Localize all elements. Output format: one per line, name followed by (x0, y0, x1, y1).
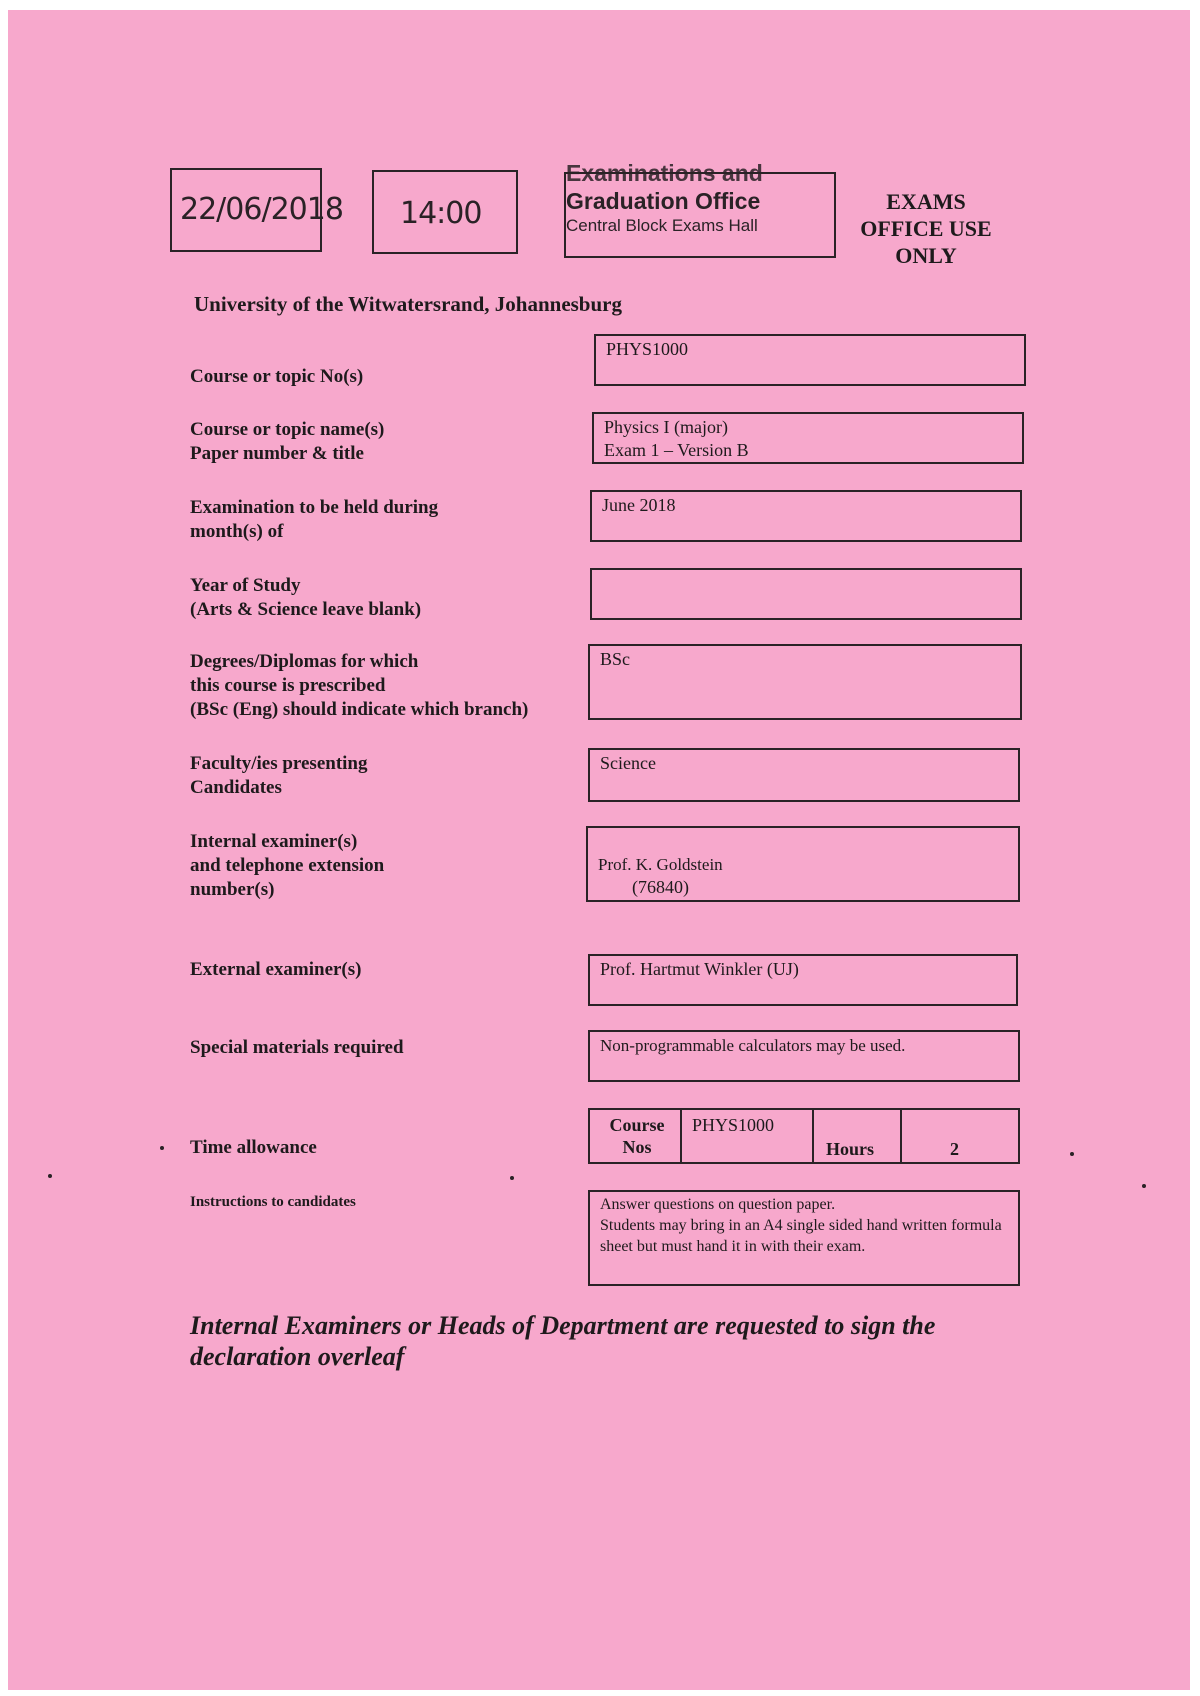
exam-cover-sheet (8, 10, 1190, 1690)
special-materials-label: Special materials required (190, 1037, 404, 1058)
university-heading: University of the Witwatersrand, Johannesburg (194, 292, 622, 316)
scan-speck (510, 1176, 514, 1180)
course-nos-value: PHYS1000 (692, 1115, 775, 1135)
office-stamp-line3: Central Block Exams Hall (566, 216, 758, 235)
course-name-label: Course or topic name(s) Paper number & title (190, 419, 385, 464)
instructions-field: Answer questions on question paper. Students may bring in an A4 single sided hand written formula sheet but must hand it in with their exam. (588, 1190, 1020, 1286)
exam-month-label: Examination to be held during month(s) of (190, 497, 439, 542)
course-nos-header: Course Nos (609, 1115, 665, 1157)
date-stamp-text: 22/06/2018 (180, 192, 343, 227)
year-of-study-field (590, 568, 1022, 620)
declaration-note: Internal Examiners or Heads of Department are requested to sign the declaration overleaf (190, 1311, 936, 1371)
exams-office-use-only: EXAMS OFFICE USE ONLY (860, 189, 992, 268)
scan-speck (1070, 1152, 1074, 1156)
date-stamp-box (170, 168, 343, 252)
internal-examiner-name: Prof. K. Goldstein (598, 855, 723, 874)
instructions-label: Instructions to candidates (190, 1194, 356, 1210)
degrees-label: Degrees/Diplomas for which this course is prescribed (BSc (Eng) should indicate which branch) (190, 651, 529, 720)
internal-examiner-label: Internal examiner(s) and telephone extension number(s) (190, 831, 385, 900)
external-examiner-field: Prof. Hartmut Winkler (UJ) (588, 954, 1018, 1006)
course-name-field: Physics I (major) Exam 1 – Version B (592, 412, 1024, 464)
year-of-study-label: Year of Study (Arts & Science leave blank) (190, 575, 422, 620)
office-stamp-frame (564, 172, 836, 258)
office-stamp (560, 160, 840, 260)
time-stamp-box (372, 170, 518, 254)
course-no-field: PHYS1000 (594, 334, 1026, 386)
time-allowance-table (588, 1108, 1020, 1164)
office-stamp-line2: Graduation Office (566, 188, 761, 214)
faculty-label: Faculty/ies presenting Candidates (190, 753, 368, 798)
scan-speck (1142, 1184, 1146, 1188)
external-examiner-label: External examiner(s) (190, 959, 362, 980)
special-materials-field: Non-programmable calculators may be used. (588, 1030, 1020, 1082)
scan-speck (48, 1174, 52, 1178)
internal-examiner-field (586, 826, 1020, 902)
exam-month-field: June 2018 (590, 490, 1022, 542)
hours-header: Hours (826, 1139, 875, 1159)
time-allowance-label: Time allowance (190, 1137, 317, 1158)
time-stamp-text: 14:00 (400, 196, 482, 231)
faculty-field: Science (588, 748, 1020, 802)
degrees-field: BSc (588, 644, 1022, 720)
course-no-label: Course or topic No(s) (190, 366, 364, 387)
scan-speck (160, 1146, 164, 1150)
internal-examiner-ext: (76840) (632, 877, 689, 897)
hours-value: 2 (950, 1139, 959, 1159)
office-stamp-line1: Examinations and (566, 160, 763, 186)
